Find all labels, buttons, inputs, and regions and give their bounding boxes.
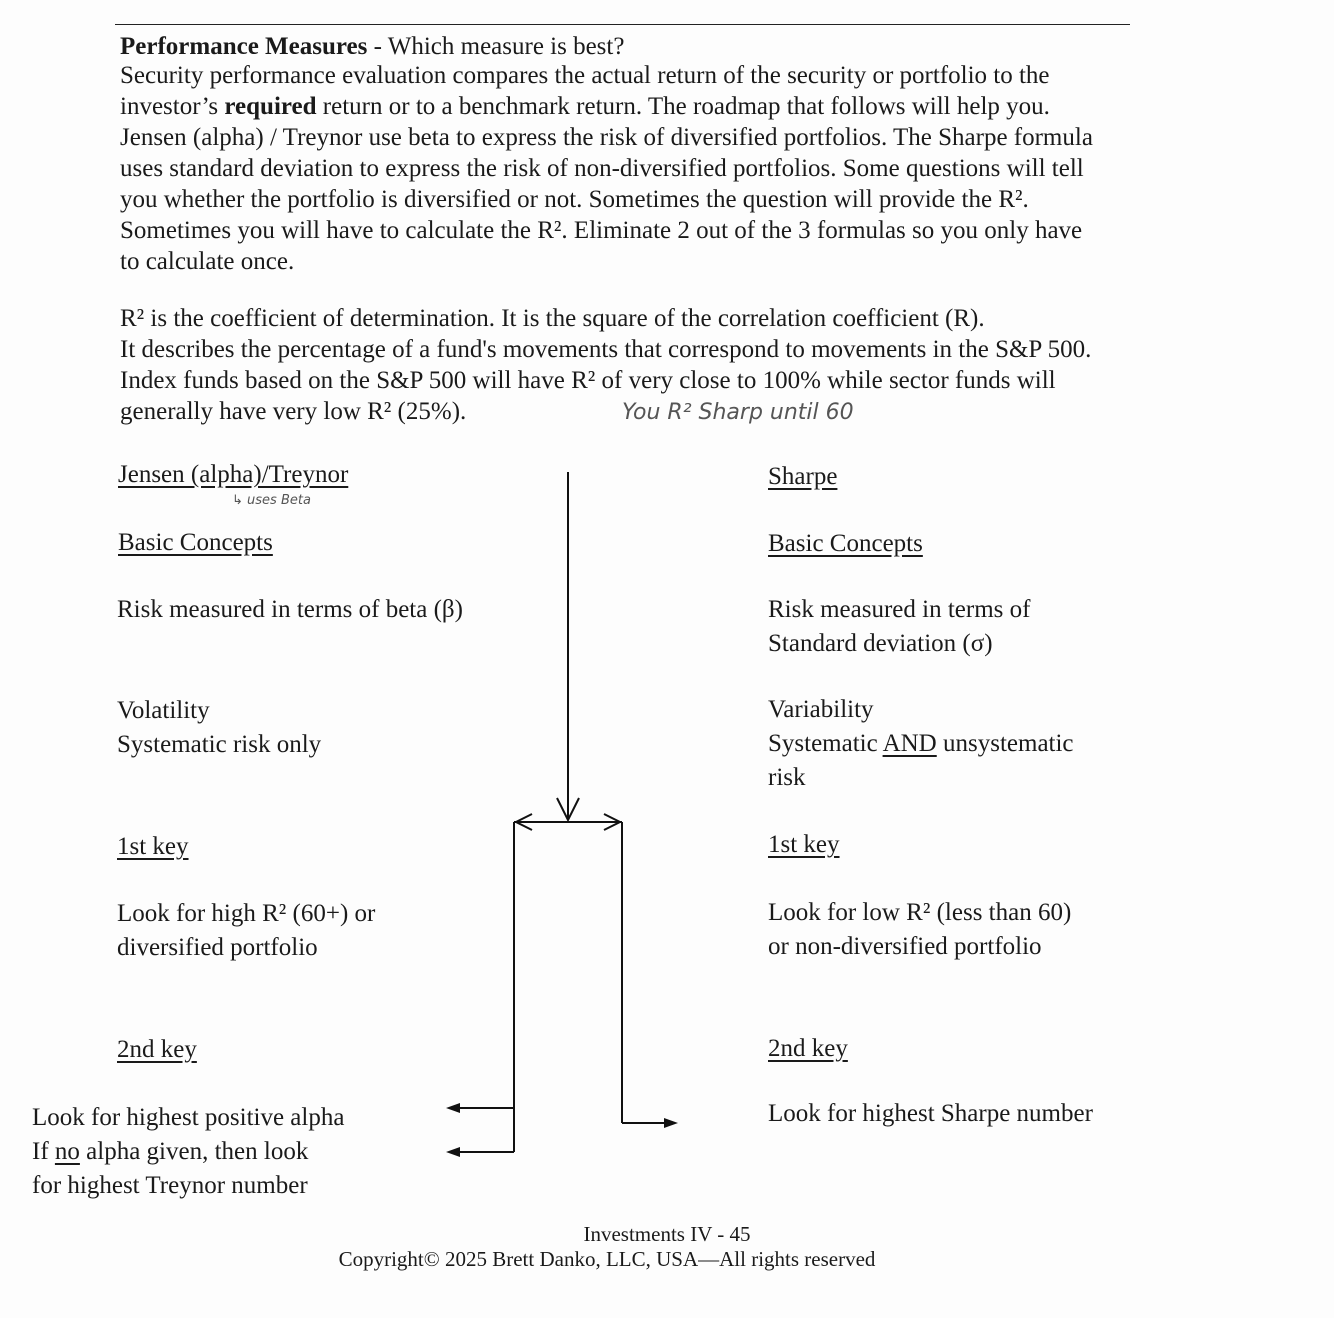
text: The roadmap that follows will help you. — [642, 93, 1050, 120]
right-result: Look for highest Sharpe number — [768, 1100, 1093, 1127]
handwritten-note: ↳ uses Beta — [232, 493, 311, 508]
right-variability: Variability — [768, 696, 874, 723]
intro-line: uses standard deviation to express the risk of non-diversified portfolios. Some questions will tell — [120, 155, 1084, 182]
footer-page: Investments IV - 45 — [583, 1222, 751, 1246]
text: Systematic — [768, 730, 883, 757]
heading-title: Performance Measures — [120, 33, 368, 60]
text: return or to a benchmark return. — [316, 93, 643, 120]
left-risk: Risk measured in terms of beta (β) — [117, 596, 463, 623]
intro-line: Sometimes you will have to calculate the R². Eliminate 2 out of the 3 formulas so you only have — [120, 217, 1083, 244]
right-title: Sharpe — [768, 463, 838, 490]
right-risk-word: risk — [768, 764, 806, 791]
left-key1-text: diversified portfolio — [117, 934, 318, 961]
left-volatility: Volatility — [117, 697, 210, 724]
left-basic-concepts: Basic Concepts — [118, 529, 273, 556]
right-risk: Risk measured in terms of — [768, 596, 1031, 623]
text: alpha given, then look — [79, 1138, 309, 1165]
intro-line: you whether the portfolio is diversified or not. Sometimes the question will provide the R². — [120, 186, 1029, 213]
right-basic-concepts: Basic Concepts — [768, 530, 923, 557]
text: investor’s — [120, 93, 225, 120]
heading-subtitle: - Which measure is best? — [367, 33, 625, 60]
text-underlined: AND — [882, 730, 937, 757]
text-underlined: no — [54, 1138, 80, 1165]
intro-line: to calculate once. — [120, 248, 295, 275]
right-key1-text: Look for low R² (less than 60) — [768, 899, 1072, 926]
left-key1: 1st key — [117, 833, 189, 860]
left-systematic: Systematic risk only — [117, 731, 322, 758]
left-key1-text: Look for high R² (60+) or — [117, 900, 376, 927]
right-key1-text: or non-diversified portfolio — [768, 933, 1042, 960]
left-key2: 2nd key — [117, 1036, 197, 1063]
r2-line: Index funds based on the S&P 500 will have R² of very close to 100% while sector funds will — [120, 367, 1056, 394]
handwritten-note: You R² Sharp until 60 — [622, 400, 854, 425]
right-key1: 1st key — [768, 831, 840, 858]
right-risk: Standard deviation (σ) — [768, 630, 993, 657]
r2-line: generally have very low R² (25%). — [120, 398, 467, 425]
left-result: for highest Treynor number — [32, 1172, 308, 1199]
intro-line: Jensen (alpha) / Treynor use beta to express the risk of diversified portfolios. The Sharpe formula — [120, 124, 1093, 151]
left-result: Look for highest positive alpha — [32, 1104, 345, 1131]
right-key2: 2nd key — [768, 1035, 848, 1062]
intro-line: Security performance evaluation compares the actual return of the security or portfolio to the — [120, 62, 1050, 89]
text-bold: required — [224, 93, 317, 120]
left-title: Jensen (alpha)/Treynor — [118, 461, 349, 488]
footer-copyright: Copyright© 2025 Brett Danko, LLC, USA—All rights reserved — [338, 1247, 876, 1271]
text: unsystematic — [936, 730, 1074, 757]
r2-line: R² is the coefficient of determination. It is the square of the correlation coefficient (R). — [120, 305, 985, 332]
text: If — [32, 1138, 55, 1165]
r2-line: It describes the percentage of a fund's movements that correspond to movements in the S&P 500. — [120, 336, 1092, 363]
